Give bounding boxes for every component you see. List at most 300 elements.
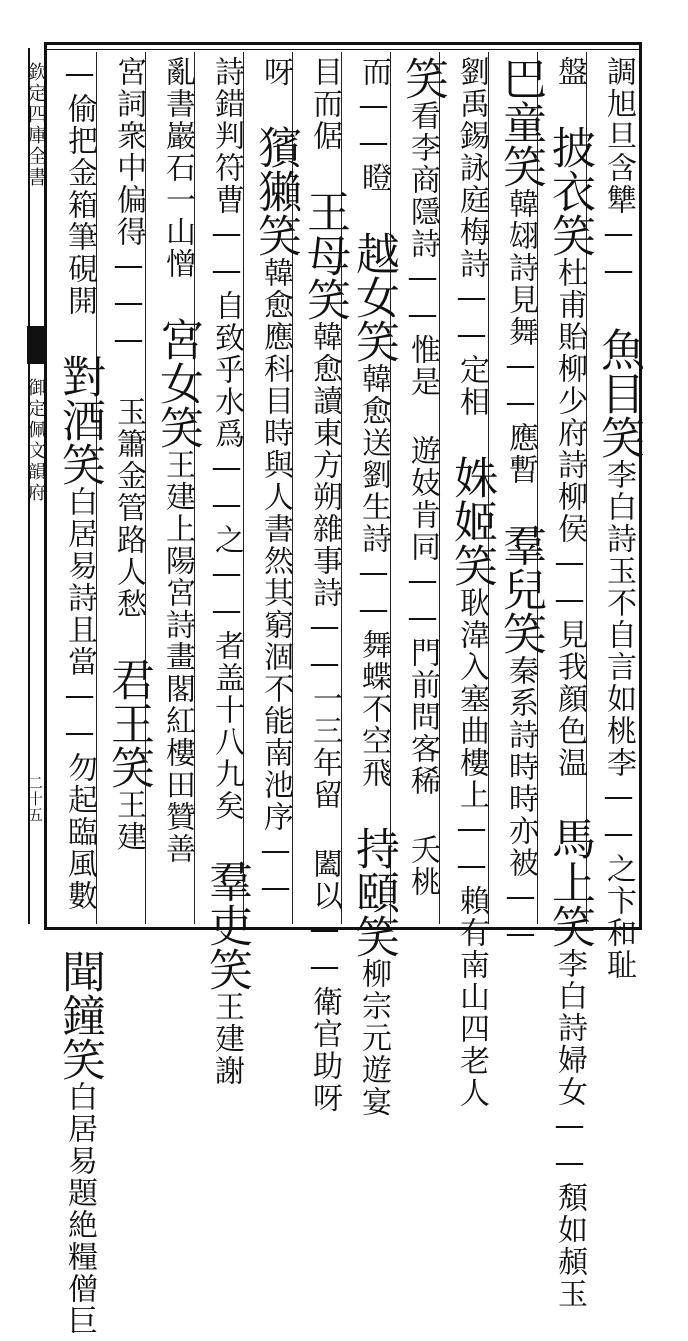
- glyph: 南: [258, 737, 293, 769]
- glyph: 樓: [454, 747, 489, 779]
- glyph: 詩: [62, 582, 97, 614]
- glyph: —: [454, 280, 489, 317]
- glyph: 管: [111, 492, 146, 524]
- glyph: 宮: [160, 577, 195, 609]
- glyph: —: [307, 912, 342, 949]
- glyph: 閣: [160, 673, 195, 705]
- glyph: 之: [209, 524, 244, 556]
- glyph: 自: [601, 619, 636, 651]
- glyph: 門: [405, 637, 440, 669]
- glyph: 笑: [348, 319, 399, 363]
- glyph: 惟: [405, 334, 440, 366]
- glyph: 瞪: [356, 162, 391, 194]
- glyph: 起: [62, 784, 97, 816]
- glyph: 金: [111, 460, 146, 492]
- glyph: 路: [111, 524, 146, 556]
- glyph: 笑: [593, 415, 644, 459]
- glyph: 易: [62, 550, 97, 582]
- glyph: 矣: [209, 790, 244, 822]
- glyph: 相: [454, 386, 489, 418]
- glyph: 獱: [250, 125, 301, 169]
- glyph: 馬: [544, 816, 595, 860]
- glyph: 應: [258, 321, 293, 353]
- glyph: 與: [258, 449, 293, 481]
- glyph: 李: [552, 948, 587, 980]
- glyph: 系: [503, 687, 538, 719]
- glyph: 言: [601, 651, 636, 683]
- glyph: 目: [307, 56, 342, 88]
- glyph: 兒: [495, 567, 546, 611]
- glyph: 盖: [209, 662, 244, 694]
- glyph: 曹: [209, 184, 244, 216]
- glyph: 詞: [111, 88, 146, 120]
- glyph: 居: [62, 1113, 97, 1145]
- glyph: 之: [601, 853, 636, 885]
- glyph: 三: [307, 715, 342, 747]
- glyph: 得: [111, 216, 146, 248]
- glyph: —: [209, 216, 244, 253]
- glyph: 助: [307, 1050, 342, 1082]
- glyph: 桃: [601, 715, 636, 747]
- glyph: [356, 789, 391, 826]
- glyph: [405, 797, 440, 834]
- glyph: 愁: [111, 588, 146, 620]
- glyph: 山: [160, 216, 195, 248]
- glyph: 讀: [307, 385, 342, 417]
- glyph: [258, 88, 293, 125]
- glyph: —: [454, 811, 489, 848]
- glyph: [307, 811, 342, 848]
- glyph: 上: [160, 513, 195, 545]
- glyph: —: [454, 848, 489, 885]
- glyph: 遊: [405, 435, 440, 467]
- glyph: 笑: [446, 543, 497, 587]
- glyph: 羣: [201, 859, 252, 903]
- glyph: —: [405, 563, 440, 600]
- glyph: 衛: [307, 986, 342, 1018]
- glyph: 詩: [601, 523, 636, 555]
- glyph: 女: [348, 275, 399, 319]
- glyph: 詩: [160, 609, 195, 641]
- glyph: 笑: [397, 56, 448, 100]
- collection-title: 欽定四庫全書: [25, 62, 47, 188]
- glyph: 甫: [552, 289, 587, 321]
- glyph: —: [111, 248, 146, 285]
- glyph: 樓: [160, 737, 195, 769]
- glyph: 婦: [552, 1044, 587, 1076]
- glyph: 飛: [356, 757, 391, 789]
- glyph: 偷: [62, 93, 97, 125]
- glyph: 謝: [209, 1055, 244, 1087]
- glyph: [111, 620, 146, 657]
- glyph: 府: [552, 417, 587, 449]
- glyph: 宗: [356, 990, 391, 1022]
- glyph: —: [209, 487, 244, 524]
- page-number: 二十五: [26, 775, 44, 823]
- book-title: 御定佩文韻府: [25, 378, 46, 504]
- glyph: [454, 418, 489, 455]
- glyph: 庭: [454, 184, 489, 216]
- glyph: 温: [552, 747, 587, 779]
- glyph: 人: [454, 1077, 489, 1109]
- glyph: 元: [356, 1022, 391, 1054]
- glyph: 生: [356, 491, 391, 523]
- glyph: 君: [103, 657, 154, 701]
- glyph: 山: [454, 981, 489, 1013]
- glyph: 笑: [299, 277, 350, 321]
- glyph: 侯: [552, 513, 587, 545]
- glyph: 秦: [503, 655, 538, 687]
- glyph: [601, 290, 636, 327]
- glyph: 宮: [111, 56, 146, 88]
- glyph: 白: [552, 980, 587, 1012]
- glyph: 白: [601, 491, 636, 523]
- glyph: —: [307, 609, 342, 646]
- glyph: —: [552, 1108, 587, 1145]
- glyph: 笑: [250, 213, 301, 257]
- glyph: 玉: [111, 396, 146, 428]
- glyph: —: [62, 678, 97, 715]
- glyph: 巴: [495, 56, 546, 100]
- glyph: 梅: [454, 216, 489, 248]
- glyph: 對: [54, 354, 105, 398]
- glyph: 貽: [552, 321, 587, 353]
- glyph: 塞: [454, 683, 489, 715]
- glyph: 然: [258, 545, 293, 577]
- glyph: 如: [552, 1214, 587, 1246]
- glyph: 笑: [201, 947, 252, 991]
- glyph: 錯: [209, 88, 244, 120]
- glyph: 同: [405, 531, 440, 563]
- glyph: 王: [160, 449, 195, 481]
- glyph: 翃: [503, 220, 538, 252]
- glyph: —: [503, 916, 538, 953]
- glyph: 糧: [62, 1241, 97, 1273]
- glyph: 亦: [503, 815, 538, 847]
- glyph: 上: [544, 860, 595, 904]
- glyph: —: [307, 949, 342, 986]
- glyph: 女: [152, 361, 203, 405]
- glyph: 九: [209, 758, 244, 790]
- glyph: —: [62, 715, 97, 752]
- glyph: 卞: [601, 885, 636, 917]
- glyph: 顔: [552, 683, 587, 715]
- glyph: 勿: [62, 752, 97, 784]
- glyph: —: [258, 870, 293, 907]
- glyph: 詩: [503, 252, 538, 284]
- glyph: 稀: [405, 765, 440, 797]
- glyph: 陽: [160, 545, 195, 577]
- glyph: —: [552, 1145, 587, 1182]
- glyph: 居: [62, 518, 97, 550]
- glyph: 窮: [258, 609, 293, 641]
- glyph: —: [209, 253, 244, 290]
- glyph: 開: [62, 285, 97, 317]
- glyph: 頽: [552, 1182, 587, 1214]
- glyph: 笑: [544, 213, 595, 257]
- glyph: 乎: [209, 354, 244, 386]
- glyph: 一: [160, 184, 195, 216]
- glyph: [209, 822, 244, 859]
- glyph: 隱: [405, 196, 440, 228]
- glyph: 笑: [544, 904, 595, 948]
- glyph: 舞: [503, 316, 538, 348]
- text-column-12: [47, 52, 105, 1337]
- glyph: 持: [348, 826, 399, 870]
- glyph: 雜: [307, 513, 342, 545]
- glyph: 定: [454, 354, 489, 386]
- glyph: 笑: [348, 914, 399, 958]
- glyph: 易: [62, 1145, 97, 1177]
- glyph: —: [503, 879, 538, 916]
- glyph: 禹: [454, 88, 489, 120]
- glyph: 送: [356, 427, 391, 459]
- glyph: 旭: [601, 88, 636, 120]
- glyph: 巖: [160, 120, 195, 152]
- glyph: [405, 398, 440, 435]
- glyph: 箱: [62, 189, 97, 221]
- glyph: 詩: [405, 228, 440, 260]
- glyph: —: [454, 317, 489, 354]
- glyph: 李: [601, 459, 636, 491]
- glyph: 有: [454, 917, 489, 949]
- glyph: 東: [307, 417, 342, 449]
- glyph: 時: [503, 751, 538, 783]
- fish-tail-mark: [27, 326, 47, 364]
- glyph: 方: [307, 449, 342, 481]
- glyph: 母: [299, 233, 350, 277]
- glyph: 王: [209, 991, 244, 1023]
- glyph: 盤: [552, 56, 587, 88]
- glyph: 湋: [454, 619, 489, 651]
- glyph: 羣: [495, 523, 546, 567]
- glyph: 愈: [307, 353, 342, 385]
- glyph: 玉: [552, 1278, 587, 1310]
- glyph: 我: [552, 651, 587, 683]
- glyph: 旦: [601, 120, 636, 152]
- glyph: 時: [503, 783, 538, 815]
- glyph: [62, 317, 97, 354]
- glyph: 詠: [454, 152, 489, 184]
- glyph: 姬: [446, 499, 497, 543]
- glyph: 少: [552, 385, 587, 417]
- glyph: 涸: [258, 641, 293, 673]
- glyph: —: [62, 56, 97, 93]
- glyph: 詩: [552, 1012, 587, 1044]
- glyph: —: [209, 450, 244, 487]
- glyph: 南: [454, 949, 489, 981]
- glyph: 人: [258, 481, 293, 513]
- glyph: 披: [544, 125, 595, 169]
- glyph: 耿: [454, 587, 489, 619]
- glyph: 客: [405, 733, 440, 765]
- glyph: —: [552, 545, 587, 582]
- glyph: —: [405, 297, 440, 334]
- glyph: 人: [111, 556, 146, 588]
- glyph: —: [356, 555, 391, 592]
- glyph: 能: [258, 705, 293, 737]
- glyph: 簫: [111, 428, 146, 460]
- glyph: 愈: [356, 395, 391, 427]
- glyph: 和: [601, 917, 636, 949]
- glyph: —: [111, 285, 146, 322]
- glyph: 亂: [160, 56, 195, 88]
- glyph: 科: [258, 353, 293, 385]
- glyph: 劉: [454, 56, 489, 88]
- glyph: 者: [209, 630, 244, 662]
- glyph: 耻: [601, 949, 636, 981]
- glyph: 肯: [405, 499, 440, 531]
- glyph: —: [111, 322, 146, 359]
- glyph: [307, 152, 342, 189]
- glyph: 前: [405, 669, 440, 701]
- glyph: 笑: [54, 1037, 105, 1081]
- glyph: 聞: [54, 949, 105, 993]
- glyph: 善: [160, 833, 195, 865]
- glyph: —: [209, 556, 244, 593]
- glyph: 錫: [454, 120, 489, 152]
- glyph: 衆: [111, 120, 146, 152]
- glyph: 色: [552, 715, 587, 747]
- glyph: 愈: [258, 289, 293, 321]
- glyph: 老: [454, 1045, 489, 1077]
- glyph: 頤: [348, 870, 399, 914]
- top-rule: [44, 49, 642, 50]
- glyph: 玉: [601, 555, 636, 587]
- glyph: 韓: [356, 363, 391, 395]
- glyph: 姝: [446, 455, 497, 499]
- glyph: 魚: [593, 327, 644, 371]
- glyph: 上: [454, 779, 489, 811]
- glyph: —: [601, 253, 636, 290]
- glyph: [160, 280, 195, 317]
- glyph: 目: [258, 385, 293, 417]
- glyph: 絶: [62, 1209, 97, 1241]
- glyph: 呀: [258, 56, 293, 88]
- glyph: 石: [160, 152, 195, 184]
- glyph: 爲: [209, 418, 244, 450]
- glyph: 商: [405, 164, 440, 196]
- glyph: 留: [307, 779, 342, 811]
- glyph: 宴: [356, 1086, 391, 1118]
- glyph: 詩: [307, 577, 342, 609]
- glyph: 年: [307, 747, 342, 779]
- glyph: 不: [601, 587, 636, 619]
- glyph: 看: [405, 100, 440, 132]
- glyph: 臨: [62, 816, 97, 848]
- glyph: 時: [258, 417, 293, 449]
- glyph: 筆: [62, 221, 97, 253]
- glyph: 金: [62, 157, 97, 189]
- glyph: 笑: [495, 144, 546, 188]
- glyph: 致: [209, 322, 244, 354]
- glyph: 王: [103, 701, 154, 745]
- glyph: 酒: [54, 398, 105, 442]
- glyph: 暫: [503, 454, 538, 486]
- glyph: 不: [258, 673, 293, 705]
- glyph: 女: [552, 1076, 587, 1108]
- glyph: —: [356, 592, 391, 629]
- glyph: 李: [601, 747, 636, 779]
- glyph: 杜: [552, 257, 587, 289]
- glyph: [503, 486, 538, 523]
- glyph: 應: [503, 422, 538, 454]
- glyph: 事: [307, 545, 342, 577]
- glyph: 不: [356, 693, 391, 725]
- glyph: 闔: [307, 848, 342, 880]
- glyph: 問: [405, 701, 440, 733]
- glyph: —: [601, 216, 636, 253]
- glyph: 自: [209, 290, 244, 322]
- glyph: 詩: [356, 523, 391, 555]
- glyph: 判: [209, 120, 244, 152]
- glyph: 見: [503, 284, 538, 316]
- glyph: —: [552, 582, 587, 619]
- glyph: 舞: [356, 629, 391, 661]
- glyph: [552, 88, 587, 125]
- glyph: 桃: [405, 866, 440, 898]
- glyph: 而: [307, 88, 342, 120]
- glyph: 見: [552, 619, 587, 651]
- glyph: 贊: [160, 801, 195, 833]
- glyph: 笑: [54, 442, 105, 486]
- glyph: 其: [258, 577, 293, 609]
- glyph: 童: [495, 100, 546, 144]
- glyph: 中: [111, 152, 146, 184]
- glyph: 李: [405, 132, 440, 164]
- glyph: 詩: [552, 449, 587, 481]
- glyph: 僧: [62, 1273, 97, 1305]
- glyph: 白: [62, 1081, 97, 1113]
- glyph: —: [405, 260, 440, 297]
- glyph: 四: [454, 1013, 489, 1045]
- glyph: 衣: [544, 169, 595, 213]
- glyph: 犨: [601, 184, 636, 216]
- glyph: 調: [601, 56, 636, 88]
- glyph: 而: [356, 56, 391, 88]
- glyph: 王: [111, 789, 146, 821]
- glyph: 宮: [152, 317, 203, 361]
- glyph: 序: [258, 801, 293, 833]
- glyph: 建: [111, 821, 146, 853]
- glyph: 朔: [307, 481, 342, 513]
- glyph: 呀: [307, 1082, 342, 1114]
- column-text: [47, 52, 111, 1341]
- glyph: 建: [209, 1023, 244, 1055]
- glyph: 越: [348, 231, 399, 275]
- glyph: 池: [258, 769, 293, 801]
- glyph: 鐘: [54, 993, 105, 1037]
- glyph: 硯: [62, 253, 97, 285]
- glyph: 韓: [503, 188, 538, 220]
- glyph: 詩: [454, 248, 489, 280]
- glyph: —: [209, 593, 244, 630]
- glyph: [111, 359, 146, 396]
- glyph: 風: [62, 848, 97, 880]
- glyph: —: [601, 816, 636, 853]
- glyph: 紅: [160, 705, 195, 737]
- glyph: 劉: [356, 459, 391, 491]
- glyph: 符: [209, 152, 244, 184]
- glyph: 被: [503, 847, 538, 879]
- glyph: 數: [62, 880, 97, 912]
- glyph: 白: [62, 486, 97, 518]
- glyph: 田: [160, 769, 195, 801]
- page-margin: [25, 48, 47, 924]
- glyph: 詩: [503, 719, 538, 751]
- glyph: 以: [307, 880, 342, 912]
- glyph: [62, 912, 97, 949]
